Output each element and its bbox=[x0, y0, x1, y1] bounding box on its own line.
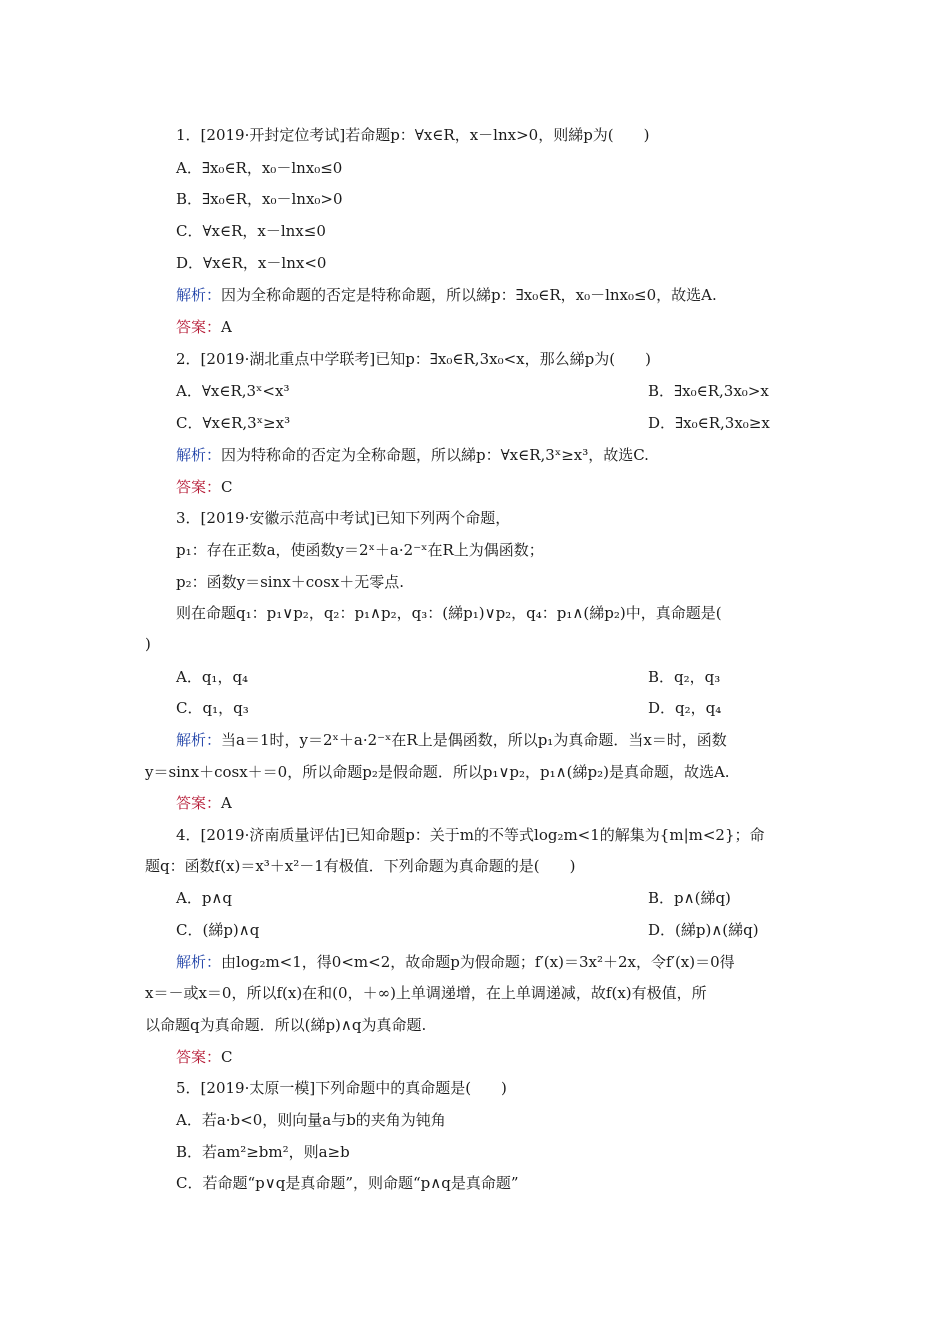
q1-option-a: A．∃x₀∈R，x₀－lnx₀≤0 bbox=[176, 159, 343, 177]
q5-option-b: B．若am²≥bm²，则a≥b bbox=[176, 1143, 350, 1161]
q3-options-ab: A．q₁，q₄ B．q₂，q₃ bbox=[176, 668, 721, 686]
q1-option-b: B．∃x₀∈R，x₀－lnx₀>0 bbox=[176, 190, 343, 208]
q3-analysis: 解析：当a＝1时，y＝2ˣ＋a·2⁻ˣ在R上是偶函数，所以p₁为真命题．当x＝时，函数 bbox=[176, 731, 727, 749]
q2-options-ab: A．∀x∈R,3ˣ<x³ B．∃x₀∈R,3x₀>x bbox=[176, 382, 769, 400]
q2-analysis: 解析：因为特称命的否定为全称命题，所以綈p：∀x∈R,3ˣ≥x³，故选C. bbox=[176, 446, 649, 464]
q4-answer: 答案：C bbox=[176, 1048, 233, 1066]
q1-stem: 1．[2019·开封定位考试]若命题p：∀x∈R，x－lnx>0，则綈p为( ) bbox=[176, 126, 650, 144]
q4-stem: 4．[2019·济南质量评估]已知命题p：关于m的不等式log₂m<1的解集为{m|m<2}；命 bbox=[176, 826, 765, 844]
q1-answer: 答案：A bbox=[176, 318, 232, 336]
q3-premise-p2: p₂：函数y＝sinx＋cosx＋无零点. bbox=[176, 573, 405, 591]
q5-option-a: A．若a·b<0，则向量a与b的夹角为钝角 bbox=[176, 1111, 446, 1129]
q4-options-ab: A．p∧q B．p∧(綈q) bbox=[176, 889, 731, 907]
q3-analysis-cont: y＝sinx＋cosx＋＝0，所以命题p₂是假命题．所以p₁∨p₂，p₁∧(綈p₂)是真命题，故选A. bbox=[145, 763, 730, 781]
q4-options-cd: C．(綈p)∧q D．(綈p)∧(綈q) bbox=[176, 921, 759, 939]
q2-answer: 答案：C bbox=[176, 478, 233, 496]
q4-analysis: 解析：由log₂m<1，得0<m<2，故命题p为假命题；f′(x)＝3x²＋2x，令f′(x)＝0得 bbox=[176, 953, 735, 971]
q1-analysis: 解析：因为全称命题的否定是特称命题，所以綈p：∃x₀∈R，x₀－lnx₀≤0，故选A. bbox=[176, 286, 717, 304]
q4-analysis-cont-1: x＝－或x＝0，所以f(x)在和(0，＋∞)上单调递增，在上单调递减，故f(x)有极值，所 bbox=[145, 984, 707, 1002]
q4-stem-cont: 题q：函数f(x)＝x³＋x²－1有极值．下列命题为真命题的是( ) bbox=[145, 857, 576, 875]
q3-answer: 答案：A bbox=[176, 794, 232, 812]
q4-analysis-cont-2: 以命题q为真命题．所以(綈p)∧q为真命题. bbox=[145, 1016, 427, 1034]
q2-options-cd: C．∀x∈R,3ˣ≥x³ D．∃x₀∈R,3x₀≥x bbox=[176, 414, 770, 432]
q3-premise-p1: p₁：存在正数a，使函数y＝2ˣ＋a·2⁻ˣ在R上为偶函数； bbox=[176, 541, 544, 559]
q3-stem: 3．[2019·安徽示范高中考试]已知下列两个命题， bbox=[176, 509, 511, 527]
q3-question: 则在命题q₁：p₁∨p₂，q₂：p₁∧p₂，q₃：(綈p₁)∨p₂，q₄：p₁∧(綈p₂)中，真命题是( bbox=[176, 604, 722, 622]
q1-option-d: D．∀x∈R，x－lnx<0 bbox=[176, 254, 327, 272]
q5-stem: 5．[2019·太原一模]下列命题中的真命题是( ) bbox=[176, 1079, 507, 1097]
q2-stem: 2．[2019·湖北重点中学联考]已知p：∃x₀∈R,3x₀<x，那么綈p为( ) bbox=[176, 350, 651, 368]
q3-question-cont: ) bbox=[145, 635, 151, 653]
q3-options-cd: C．q₁，q₃ D．q₂，q₄ bbox=[176, 699, 722, 717]
q5-option-c: C．若命题“p∨q是真命题”，则命题“p∧q是真命题” bbox=[176, 1174, 519, 1192]
q1-option-c: C．∀x∈R，x－lnx≤0 bbox=[176, 222, 326, 240]
